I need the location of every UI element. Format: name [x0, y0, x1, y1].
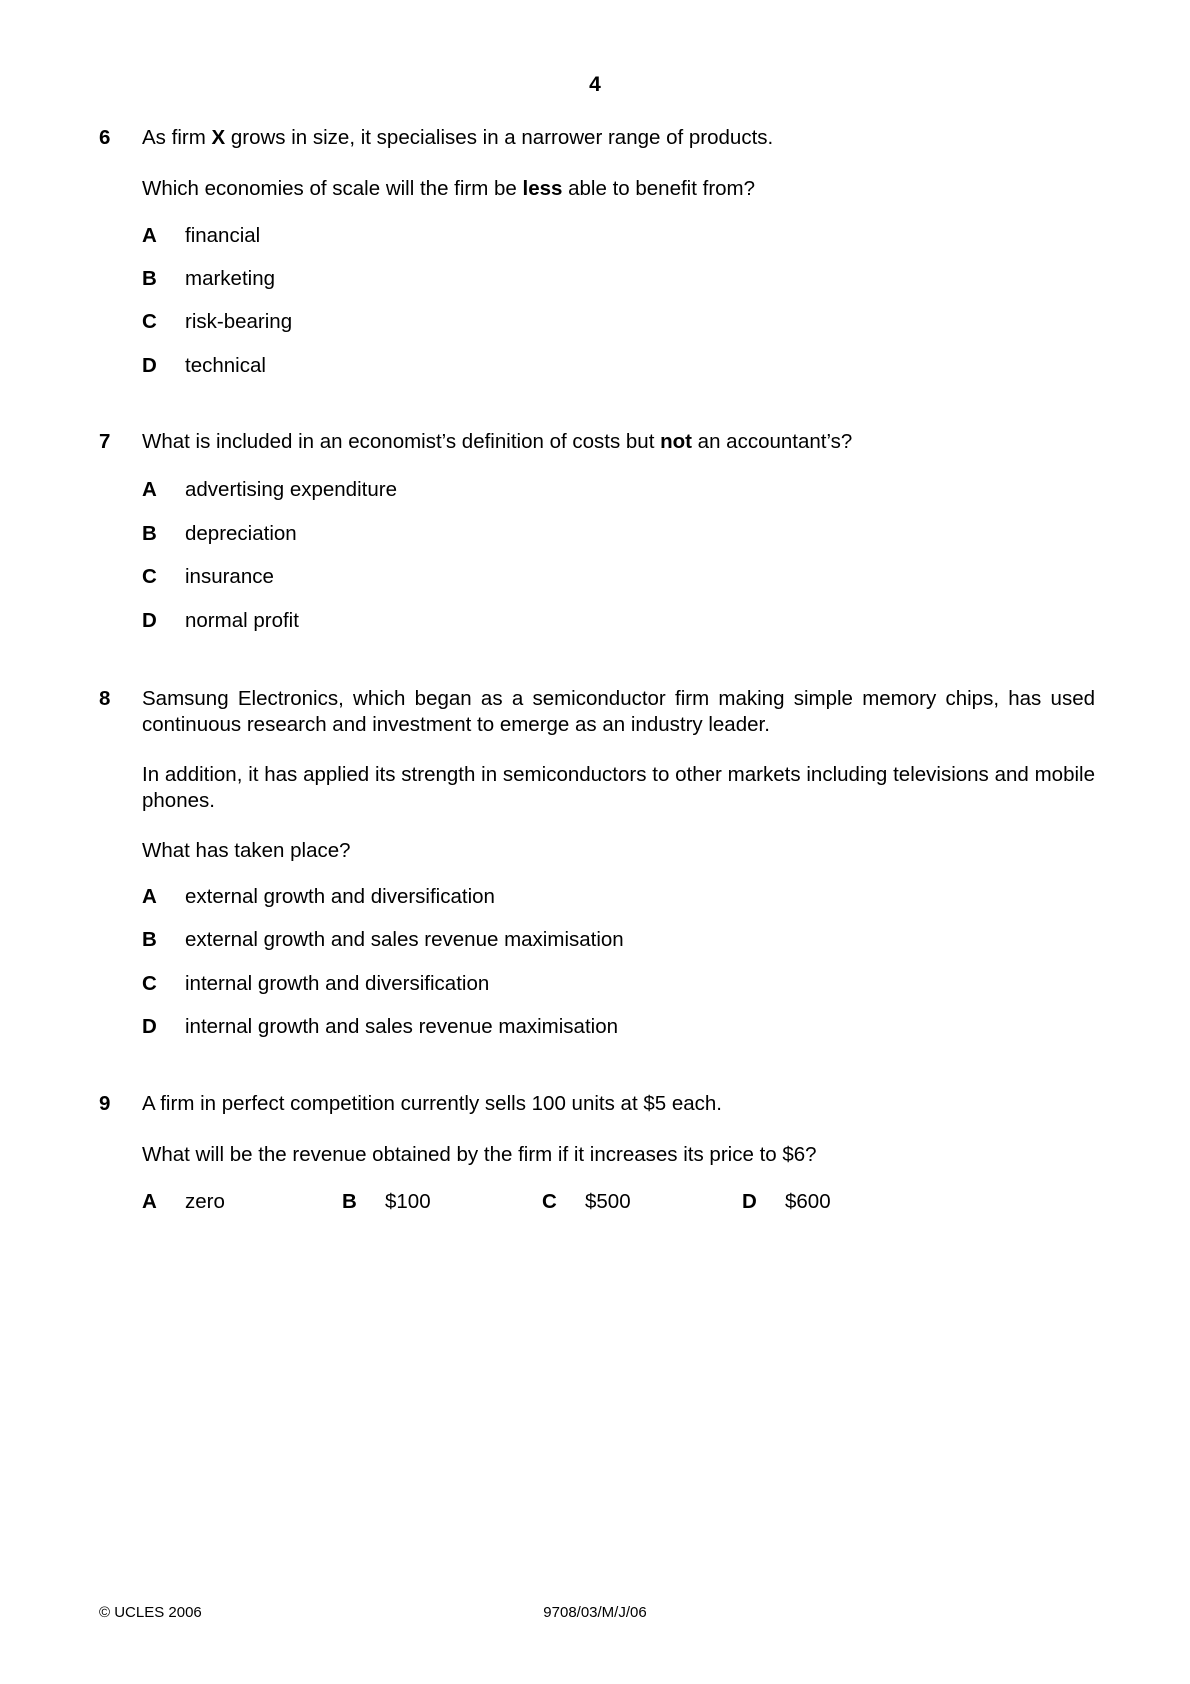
- option-text: $500: [585, 1190, 631, 1213]
- option-letter: A: [142, 478, 157, 501]
- question-8-ask: What has taken place?: [142, 839, 351, 862]
- option-letter: D: [142, 1015, 157, 1038]
- option-letter: A: [142, 885, 157, 908]
- footer-copyright: © UCLES 2006: [99, 1604, 202, 1621]
- option-letter: B: [142, 267, 157, 290]
- option-letter: B: [342, 1190, 357, 1213]
- option-text: marketing: [185, 267, 276, 290]
- question-7-stem: What is included in an economist’s definition of costs but not an accountant’s?: [142, 430, 853, 453]
- option-text: internal growth and sales revenue maximisation: [185, 1015, 619, 1038]
- question-9-ask: What will be the revenue obtained by the firm if it increases its price to $6?: [142, 1143, 817, 1166]
- option-text: technical: [185, 354, 266, 377]
- question-6-number: 6: [99, 126, 111, 149]
- question-8-paragraph-2: In addition, it has applied its strength in semiconductors to other markets including televisions and mobile phones.: [142, 763, 1095, 812]
- footer-paper-code: 9708/03/M/J/06: [543, 1604, 647, 1621]
- question-7-number: 7: [99, 430, 111, 453]
- question-8-paragraph-1: Samsung Electronics, which began as a semiconductor firm making simple memory chips, has used continuous research and investment to emerge as an industry leader.: [142, 687, 1095, 736]
- option-text: depreciation: [185, 522, 297, 545]
- option-letter: B: [142, 928, 157, 951]
- option-text: internal growth and diversification: [185, 972, 490, 995]
- option-text: insurance: [185, 565, 274, 588]
- question-8-number: 8: [99, 687, 111, 710]
- page-number: 4: [589, 73, 601, 96]
- option-letter: C: [542, 1190, 557, 1213]
- question-6-ask: Which economies of scale will the firm be less able to benefit from?: [142, 177, 756, 200]
- option-letter: D: [142, 354, 157, 377]
- option-text: external growth and diversification: [185, 885, 495, 908]
- question-9-number: 9: [99, 1092, 111, 1115]
- option-letter: B: [142, 522, 157, 545]
- option-text: normal profit: [185, 609, 299, 632]
- option-letter: A: [142, 1190, 157, 1213]
- option-text: financial: [185, 224, 261, 247]
- option-letter: C: [142, 565, 157, 588]
- option-text: advertising expenditure: [185, 478, 397, 501]
- option-text: $600: [785, 1190, 831, 1213]
- option-letter: C: [142, 972, 157, 995]
- option-letter: A: [142, 224, 157, 247]
- option-text: $100: [385, 1190, 431, 1213]
- option-text: external growth and sales revenue maximisation: [185, 928, 624, 951]
- option-text: risk-bearing: [185, 310, 293, 333]
- question-9-stem: A firm in perfect competition currently sells 100 units at $5 each.: [142, 1092, 722, 1115]
- option-text: zero: [185, 1190, 225, 1213]
- question-6-stem: As firm X grows in size, it specialises in a narrower range of products.: [142, 126, 774, 149]
- option-letter: D: [742, 1190, 757, 1213]
- option-letter: D: [142, 609, 157, 632]
- option-letter: C: [142, 310, 157, 333]
